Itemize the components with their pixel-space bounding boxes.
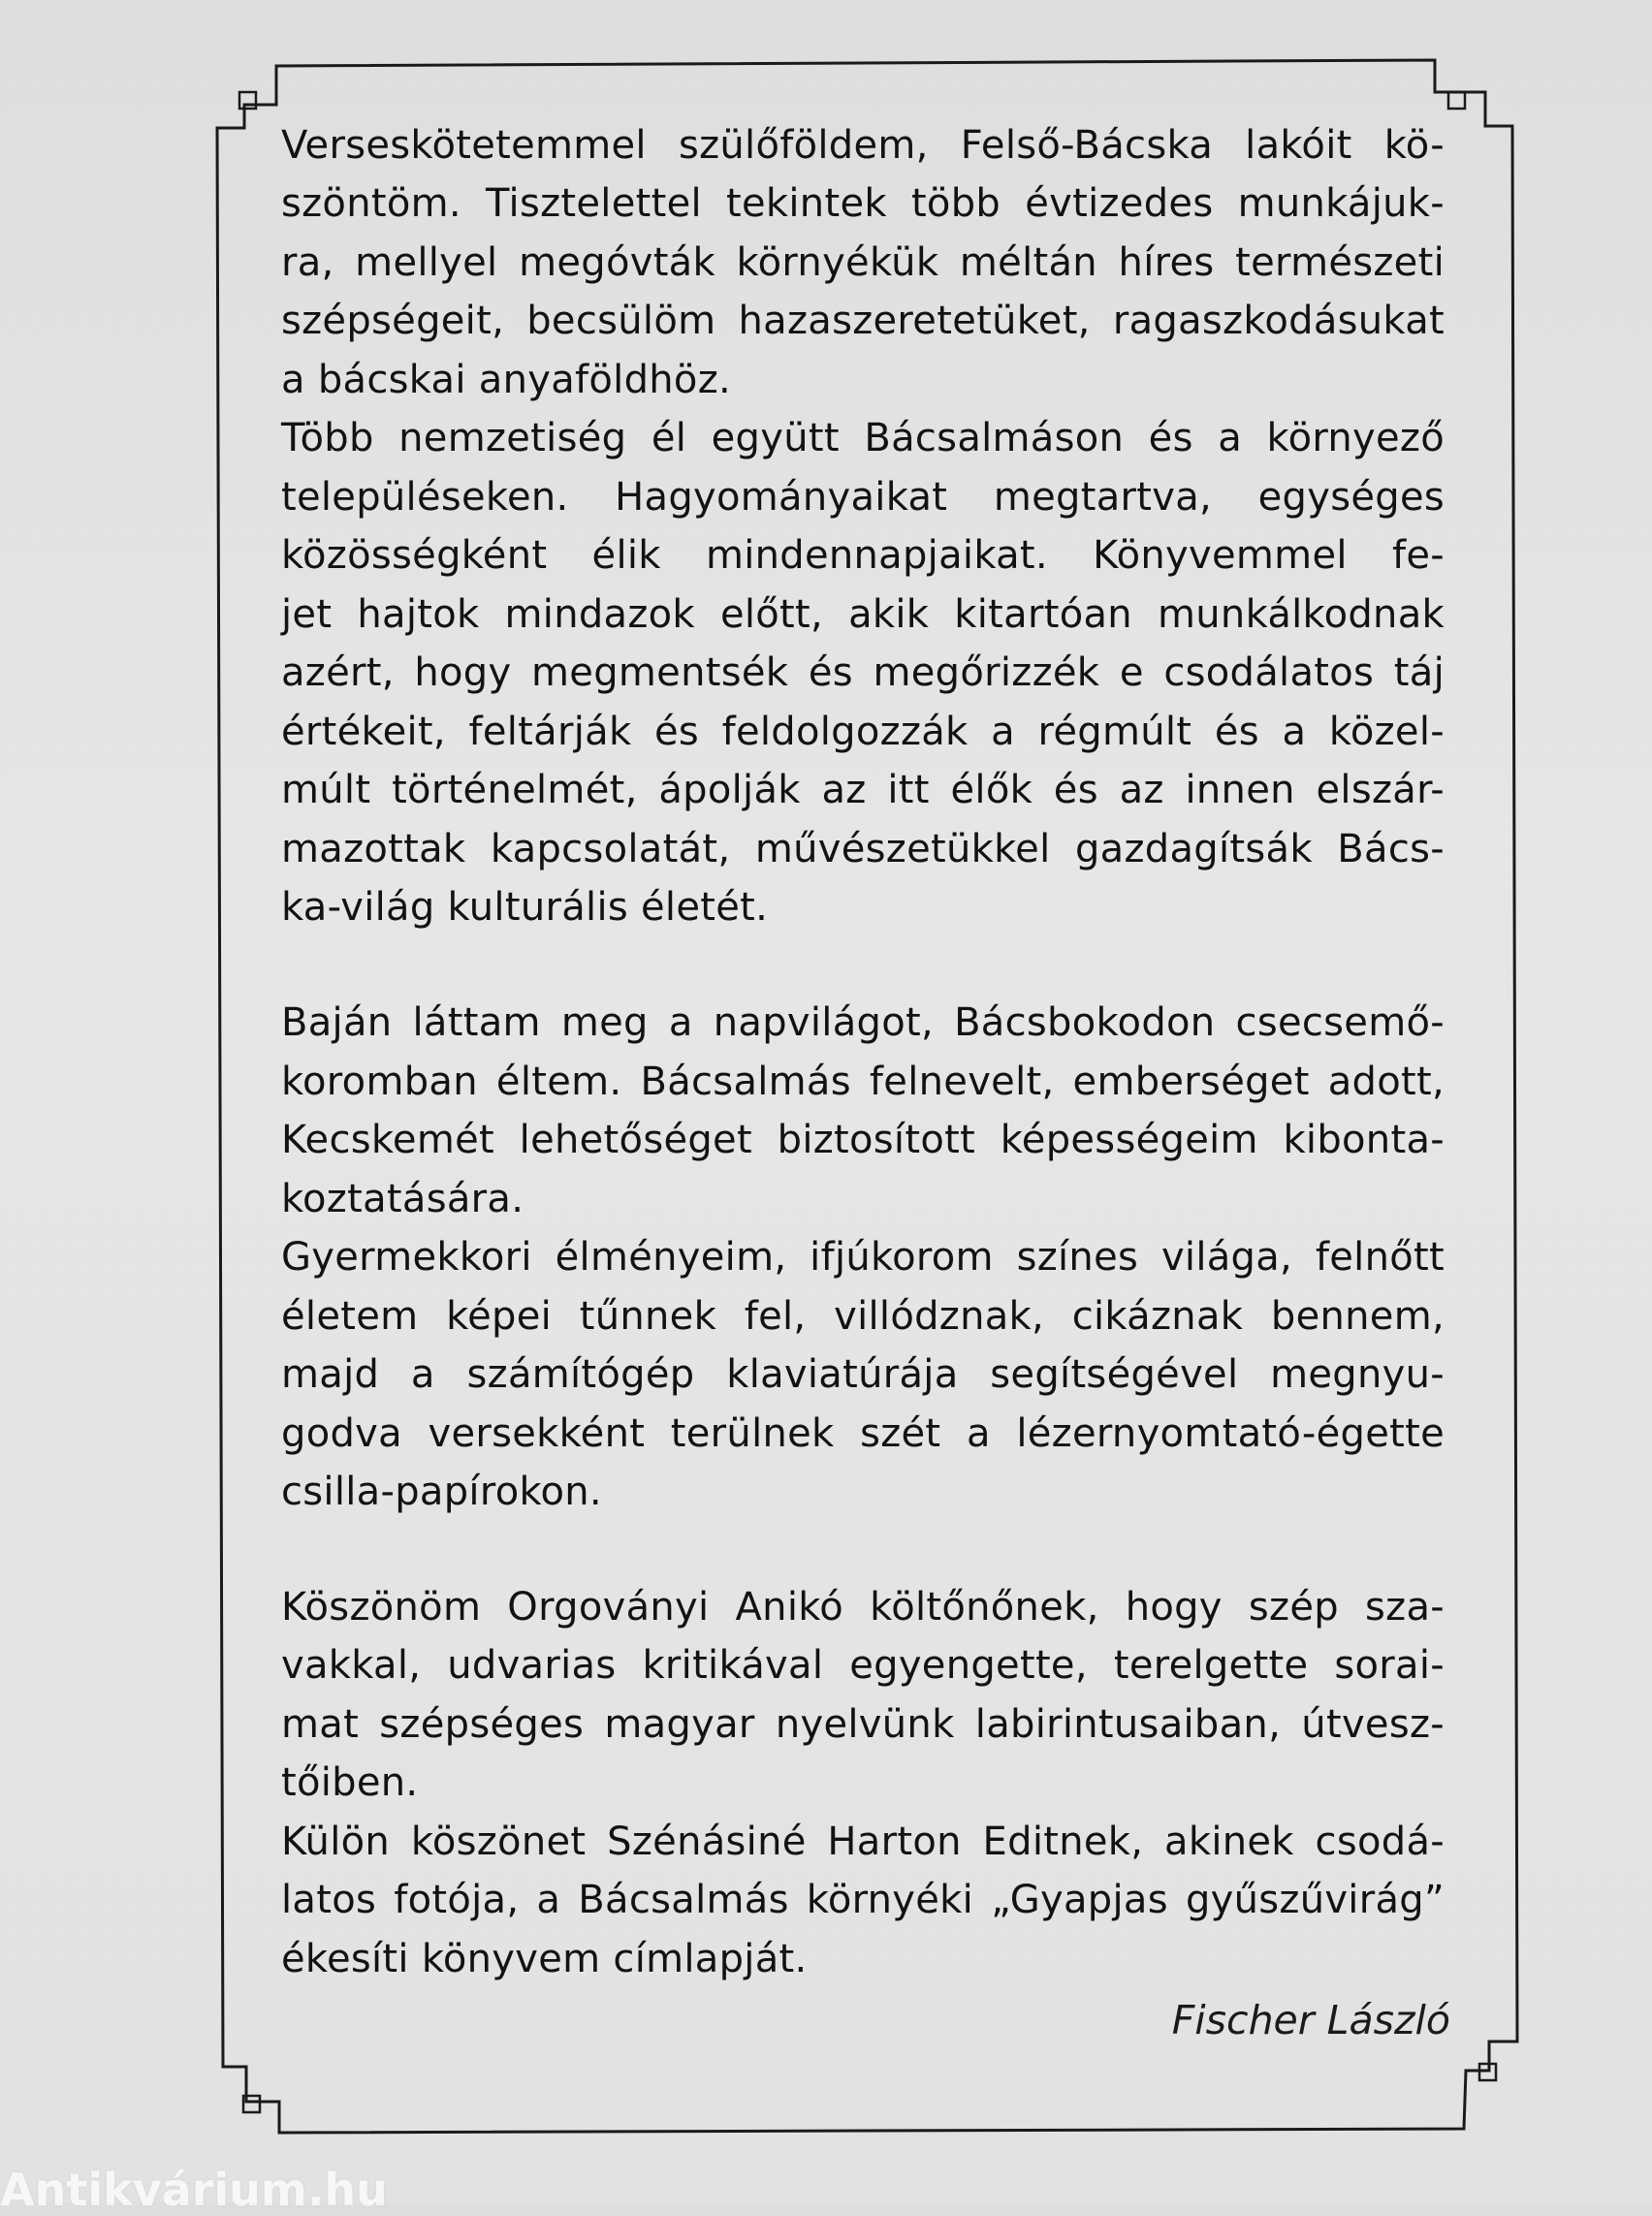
text-line: koromban éltem. Bácsalmás felnevelt, emberséget adott,: [281, 1060, 1445, 1104]
text-line: latos fotója, a Bácsalmás környéki „Gyapjas gyűszűvirág”: [281, 1878, 1445, 1922]
text-line: Baján láttam meg a napvilágot, Bácsbokodon csecsemő-: [281, 1000, 1445, 1045]
text-line: koztatására.: [281, 1177, 524, 1221]
text-line: majd a számítógép klaviatúrája segítségével megnyu-: [281, 1352, 1445, 1397]
text-line: vakkal, udvarias kritikával egyengette, terelgette sorai-: [281, 1643, 1445, 1688]
text-line: godva versekként terülnek szét a lézernyomtató-égette: [281, 1411, 1445, 1456]
text-line: Kecskemét lehetőséget biztosított képességeim kibonta-: [281, 1118, 1445, 1162]
text-line: mat szépséges magyar nyelvünk labirintusaiban, útvesz-: [281, 1702, 1445, 1747]
text-line: mazottak kapcsolatát, művészetükkel gazdagítsák Bács-: [281, 827, 1445, 871]
text-line: a bácskai anyaföldhöz.: [281, 358, 732, 402]
text-line: szöntöm. Tisztelettel tekintek több évtizedes munkájuk-: [281, 181, 1445, 226]
text-line: szépségeit, becsülöm hazaszeretetüket, ragaszkodásukat: [281, 299, 1445, 343]
text-line: közösségként élik mindennapjaikat. Könyvemmel fe-: [281, 533, 1445, 578]
watermark: Antikvárium.hu: [0, 2164, 388, 2216]
text-line: csilla-papírokon.: [281, 1470, 602, 1514]
text-line: értékeit, feltárják és feldolgozzák a régmúlt és a közel-: [281, 710, 1445, 754]
corner-ornament-top-right: [1448, 92, 1465, 109]
text-line: azért, hogy megmentsék és megőrizzék e csodálatos táj: [281, 650, 1445, 695]
text-line: Külön köszönet Szénásiné Harton Editnek, akinek csodá-: [281, 1820, 1445, 1864]
text-line: ra, mellyel megóvták környékük méltán híres természeti: [281, 240, 1445, 285]
text-line: Verseskötetemmel szülőföldem, Felső-Bácska lakóit kö-: [281, 123, 1445, 168]
text-line: ka-világ kulturális életét.: [281, 885, 769, 930]
text-line: múlt történelmét, ápolják az itt élők és az innen elszár-: [281, 768, 1445, 812]
text-line: ékesíti könyvem címlapját.: [281, 1937, 808, 1981]
text-line: Több nemzetiség él együtt Bácsalmáson és a környező: [281, 416, 1445, 460]
author-signature: Fischer László: [1171, 1997, 1450, 2043]
text-line: tőiben.: [281, 1760, 419, 1805]
text-line: Köszönöm Orgoványi Anikó költőnőnek, hogy szép sza-: [281, 1585, 1445, 1630]
text-line: településeken. Hagyományaikat megtartva, egységes: [281, 475, 1445, 520]
text-line: Gyermekkori élményeim, ifjúkorom színes világa, felnőtt: [281, 1235, 1445, 1280]
text-line: életem képei tűnnek fel, villódznak, cikáznak bennem,: [281, 1294, 1445, 1339]
text-line: jet hajtok mindazok előtt, akik kitartóan munkálkodnak: [281, 592, 1445, 637]
